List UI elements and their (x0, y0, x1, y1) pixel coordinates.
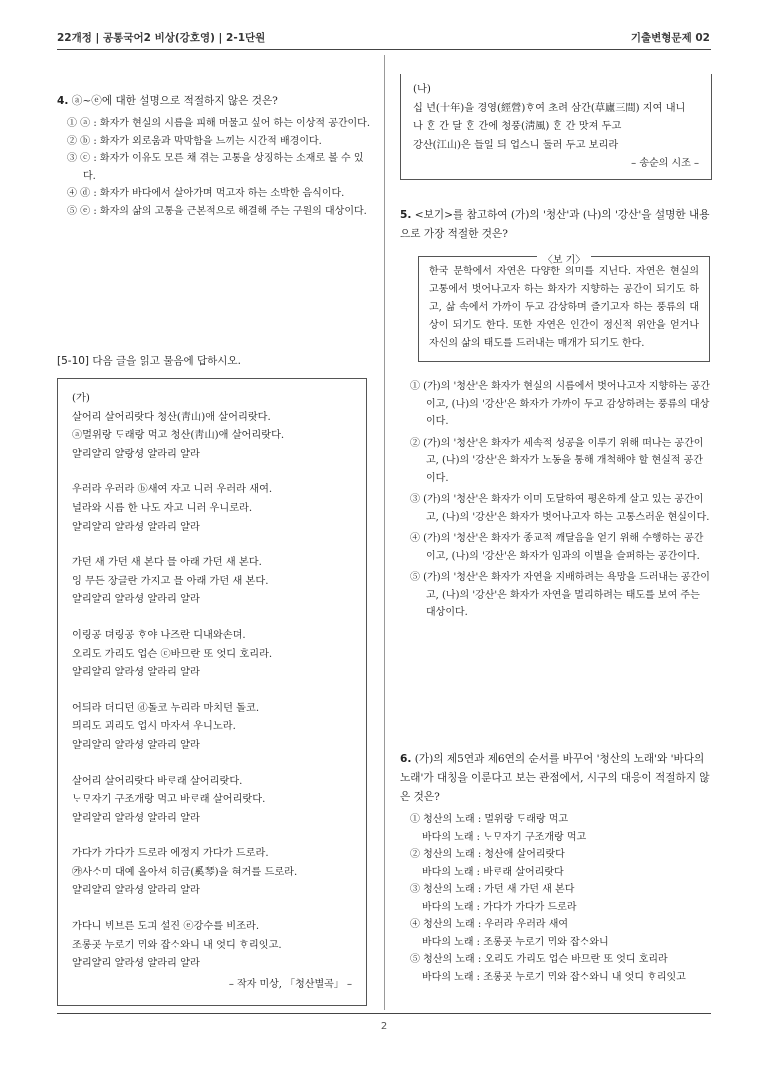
stanza-gap (72, 682, 352, 699)
question-4-stem (57, 92, 375, 111)
stanza-gap (72, 609, 352, 626)
question-6-choices (400, 811, 712, 986)
choice-line: ③ 청산의 노래 : 가던 새 가던 새 본다 (410, 884, 575, 895)
poem-ga-line: ⓐ멀위랑 ᄃᆞ래랑 먹고 청산(靑山)애 살어리랏다. (72, 430, 285, 442)
question-5-stem (400, 206, 712, 244)
question-5-choice[interactable]: ⑤ (가)의 '청산'은 화자가 자연을 지배하려는 욕망을 드러내는 공간이고, (나)의 '강산'은 화자가 자연을 멀리하려는 태도를 보여 주는 대상이다. (410, 572, 710, 618)
bogi-title: 〈보 기〉 (419, 248, 709, 267)
poem-ga-line: 가던 새 가던 새 본다 믈 아래 가던 새 본다. (72, 557, 262, 569)
poem-ga-line: 얄리얄리 얄랑셩 얄라리 얄라 (72, 448, 200, 460)
choice-line: 바다의 노래 : 조롱곳 누로기 ᄆᆡ와 잡ᄉᆞ와니 내 엇디 ᄒᆞ리잇고 (422, 971, 686, 983)
question-4-text: ⓐ~ⓔ에 대한 설명으로 적절하지 않은 것은? (71, 95, 278, 107)
question-4-choice[interactable]: ④ ⓓ : 화자가 바다에서 살아가며 먹고자 하는 소박한 음식이다. (67, 188, 345, 199)
choice-line: 바다의 노래 : 바ᄅᆞ래 살어리랏다 (422, 866, 564, 878)
poem-ga-label: (가) (72, 393, 90, 404)
poem-na-source: – 송순의 시조 – (631, 158, 699, 170)
poem-ga-line: 어듸라 더디던 ⓓ돌코 누리라 마치던 돌코. (72, 702, 260, 714)
stanza-gap (72, 827, 352, 844)
question-4-choice[interactable]: ② ⓑ : 화자가 외로움과 막막함을 느끼는 시간적 배경이다. (67, 135, 322, 147)
bogi-box (418, 256, 710, 362)
stanza-gap (72, 463, 352, 480)
poem-ga-line: 우러라 우러라 ⓑ새여 자고 니러 우러라 새여. (72, 484, 273, 496)
question-4-choice[interactable]: ③ ⓒ : 화자가 이유도 모른 채 겪는 고통을 상징하는 소재로 볼 수 있다. (67, 153, 364, 182)
poem-ga-line: 널라와 시름 한 나도 자고 니러 우니로라. (72, 502, 253, 514)
choice-line: ② 청산의 노래 : 청산애 살어리랏다 (410, 849, 565, 860)
question-5-choice[interactable]: ① (가)의 '청산'은 화자가 현실의 시름에서 벗어나고자 지향하는 공간이고, (나)의 '강산'은 화자가 가까이 두고 감상하려는 풍류의 대상이다. (410, 381, 710, 427)
question-5-choice[interactable]: ③ (가)의 '청산'은 화자가 이미 도달하여 평온하게 살고 있는 공간이고, (나)의 '강산'은 화자가 벗어나고자 하는 고통스러운 현실이다. (410, 494, 710, 523)
poem-na-line: 강산(江山)은 들일 듸 업스니 둘러 두고 보리라 (413, 139, 619, 151)
poem-na-line: 나 ᄒᆞᆫ 간 달 ᄒᆞᆫ 간에 청풍(淸風) ᄒᆞᆫ 간 맛져 두고 (413, 121, 622, 133)
question-6-choice[interactable] (410, 881, 712, 916)
question-5-number: 5. (400, 209, 412, 221)
question-4-choices (57, 115, 375, 220)
poem-ga-line: 얄리얄리 얄라셩 얄라리 얄라 (72, 521, 200, 533)
question-6-number: 6. (400, 753, 412, 765)
question-5 (400, 206, 712, 244)
poem-ga-line: 살어리 살어리랏다 바ᄅᆞ래 살어리랏다. (72, 775, 243, 787)
poem-ga-line: 얄리얄리 얄라셩 얄라리 얄라 (72, 739, 200, 751)
question-6-choice[interactable] (410, 916, 712, 951)
header-exam-label: 기출변형문제 02 (630, 32, 710, 44)
choice-line: ④ 청산의 노래 : 우러라 우러라 새여 (410, 919, 569, 930)
choice-line: 바다의 노래 : 조롱곳 누로기 ᄆᆡ와 잡ᄉᆞ와니 (422, 936, 609, 948)
question-6-choice[interactable] (410, 811, 712, 846)
header-title: 22개정 | 공통국어2 비상(강호영) | 2-1단원 (57, 32, 266, 44)
poem-ga-line: 믜리도 괴리도 업시 마자셔 우니노라. (72, 721, 236, 733)
stanza-gap (72, 900, 352, 917)
choice-line: 바다의 노래 : 가다가 가다가 드로라 (422, 901, 577, 913)
poem-ga-line: 이링공 뎌링공 ᄒᆞ야 나즈란 디내와손뎌. (72, 629, 246, 641)
question-6-choice[interactable] (410, 846, 712, 881)
poem-ga-line: 얄리얄리 얄라셩 얄라리 얄라 (72, 885, 200, 897)
page-number: 2 (380, 1021, 388, 1032)
choice-line: ① 청산의 노래 : 멀위랑 ᄃᆞ래랑 먹고 (410, 814, 569, 825)
poem-ga-line: 얄리얄리 얄라셩 얄라리 얄라 (72, 812, 200, 824)
bogi-title-text: 보 기 (552, 255, 576, 266)
poem-ga-line: 조롱곳 누로기 ᄆᆡ와 잡ᄉᆞ와니 내 엇디 ᄒᆞ리잇고. (72, 939, 282, 951)
question-4-choice[interactable]: ⑤ ⓔ : 화자의 삶의 고통을 근본적으로 해결해 주는 구원의 대상이다. (67, 205, 367, 217)
question-4-choice[interactable]: ① ⓐ : 화자가 현실의 시름을 피해 머물고 싶어 하는 이상적 공간이다. (67, 118, 371, 129)
poem-ga-line: 가다니 ᄇᆡ브른 도긔 설진 ⓔ강수를 비조라. (72, 921, 260, 933)
poem-ga-source: – 작자 미상, 「청산별곡」 – (228, 978, 352, 990)
poem-na-label: (나) (413, 84, 431, 95)
question-4 (57, 92, 375, 220)
header-rule (57, 49, 711, 50)
poem-ga-line: ᄂᆞᄆᆞ자기 구조개랑 먹고 바ᄅᆞ래 살어리랏다. (72, 794, 266, 806)
poem-ga-box (57, 378, 367, 1006)
question-6-text: (가)의 제5연과 제6연의 순서를 바꾸어 '청산의 노래'와 '바다의 노래'가 대칭을 이룬다고 보는 관점에서, 시구의 대응이 적절하지 않은 것은? (400, 753, 710, 803)
question-5-choice[interactable]: ② (가)의 '청산'은 화자가 세속적 성공을 이루기 위해 떠나는 공간이고, (나)의 '강산'은 화자가 노동을 통해 개척해야 할 현실적 공간이다. (410, 437, 704, 484)
poem-na-box (400, 74, 712, 180)
section-instruction: [5-10] 다음 글을 읽고 물음에 답하시오. (57, 355, 241, 367)
bogi-text: 한국 문학에서 자연은 다양한 의미를 지닌다. 자연은 현실의 고통에서 벗어나고자 하는 화자가 지향하는 공간이 되기도 하고, 삶 속에서 가까이 두고 감상하며 즐기고자 하는 풍류의 대상이 되기도 한다. 또한 자연은 인간이 정신적 위안을 얻거나 자신의 삶의 태도를 드러내는 매개가 되기도 한다. (429, 266, 699, 349)
poem-ga-line: 잉 무든 장글란 가지고 믈 아래 가던 새 본다. (72, 575, 269, 587)
poem-na-line: 십 년(十年)을 경영(經營)ᄒᆞ여 초려 삼간(草廬三間) 지여 내니 (413, 102, 686, 114)
poem-ga-line: 얄리얄리 얄라셩 얄라리 얄라 (72, 667, 200, 679)
poem-ga-line: 살어리 살어리랏다 청산(靑山)애 살어리랏다. (72, 411, 271, 423)
poem-ga-line: 오리도 가리도 업슨 ⓒ바므란 또 엇디 호리라. (72, 648, 273, 660)
poem-ga-line: 얄리얄리 얄라셩 얄라리 얄라 (72, 958, 200, 970)
poem-ga-line: ㉮사ᄉᆞ미 대예 올아셔 히금(奚琴)을 혀거를 드로라. (72, 866, 298, 878)
question-5-choice[interactable]: ④ (가)의 '청산'은 화자가 종교적 깨달음을 얻기 위해 수행하는 공간이고, (나)의 '강산'은 화자가 임과의 이별을 슬퍼하는 공간이다. (410, 533, 704, 562)
poem-ga-line: 얄리얄리 얄라셩 얄라리 얄라 (72, 594, 200, 606)
stanza-gap (72, 536, 352, 553)
question-5-choices (410, 378, 712, 622)
column-divider (384, 55, 385, 1010)
question-6-stem (400, 750, 712, 807)
question-6 (400, 750, 712, 986)
choice-line: ⑤ 청산의 노래 : 오리도 가리도 업슨 바므란 또 엇디 호리라 (410, 954, 668, 965)
footer-rule (57, 1013, 711, 1014)
stanza-gap (72, 755, 352, 772)
question-4-number: 4. (57, 95, 69, 107)
poem-ga-stanzas (72, 408, 352, 973)
poem-ga-line: 가다가 가다가 드로라 에정지 가다가 드로라. (72, 848, 269, 860)
choice-line: 바다의 노래 : ᄂᆞᄆᆞ자기 구조개랑 먹고 (422, 831, 587, 843)
question-6-choice[interactable] (410, 951, 712, 986)
question-5-text: <보기>를 참고하여 (가)의 '청산'과 (나)의 '강산'을 설명한 내용으로 가장 적절한 것은? (400, 209, 710, 240)
